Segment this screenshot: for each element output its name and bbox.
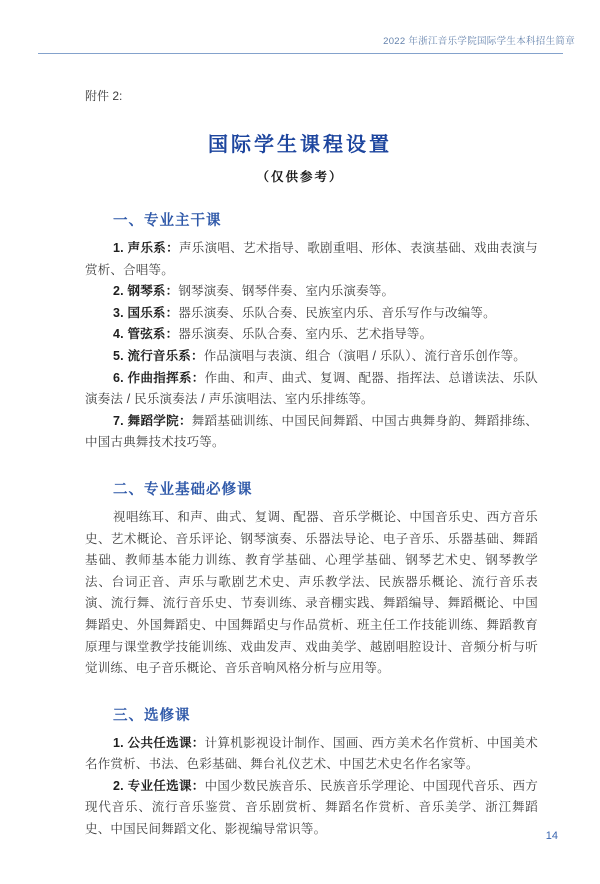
course-item-text: 器乐演奏、乐队合奏、室内乐、艺术指导等。 — [178, 327, 433, 342]
course-item-text: 钢琴演奏、钢琴伴奏、室内乐演奏等。 — [178, 284, 395, 299]
course-item-text: 中国少数民族音乐、民族音乐学理论、中国现代音乐、西方现代音乐、流行音乐鉴赏、音乐剧赏析、舞蹈名作赏析、音乐美学、浙江舞蹈史、中国民间舞蹈文化、影视编导常识等。 — [85, 778, 538, 837]
course-item — [85, 303, 538, 325]
course-item-lead: 1. 声乐系： — [113, 241, 179, 255]
course-item-text: 作品演唱与表演、组合（演唱 / 乐队）、流行音乐创作等。 — [203, 348, 526, 363]
section-heading-required-courses: 二、专业基础必修课 — [113, 481, 253, 498]
page-number: 14 — [545, 830, 558, 842]
course-item-text: 舞蹈基础训练、中国民间舞蹈、中国古典舞身韵、舞蹈排练、中国古典舞技术技巧等。 — [85, 413, 538, 450]
course-item — [85, 776, 538, 841]
section-heading-main-courses: 一、专业主干课 — [113, 213, 222, 229]
section-heading-electives: 三、选修课 — [113, 707, 191, 724]
course-item-lead: 4. 管弦系： — [113, 327, 179, 342]
course-item — [85, 346, 538, 368]
course-item — [85, 411, 538, 454]
section-paragraph: 视唱练耳、和声、曲式、复调、配器、音乐学概论、中国音乐史、西方音乐史、艺术概论、音乐评论、钢琴演奏、乐器法导论、电子音乐、乐器基础、舞蹈基础、教师基本能力训练、教育学基础、心理学基础、钢琴艺术史、钢琴教学法、台词正音、声乐与歌剧艺术史、声乐教学法、民族器乐概论、流行音乐表演、流行舞、流行音乐史、节奏训练、录音棚实践、舞蹈编导、舞蹈概论、中国舞蹈史、外国舞蹈史、中国舞蹈史与作品赏析、班主任工作技能训练、舞蹈教育原理与课堂教学技能训练、戏曲发声、戏曲美学、越剧唱腔设计、音频分析与听觉训练、电子音乐概论、音乐音响风格分析与应用等。 — [85, 509, 538, 676]
course-item-lead: 7. 舞蹈学院： — [113, 413, 192, 428]
course-item-lead: 5. 流行音乐系： — [113, 348, 204, 363]
course-item — [85, 281, 538, 303]
course-item-lead: 2. 专业任选课： — [113, 778, 205, 793]
course-item — [85, 324, 538, 346]
course-item-lead: 2. 钢琴系： — [113, 284, 179, 299]
document-body — [85, 209, 538, 841]
course-item — [85, 368, 538, 411]
attachment-label: 附件 2: — [85, 89, 123, 103]
course-item — [85, 733, 538, 776]
course-item-text: 计算机影视设计制作、国画、西方美术名作赏析、中国美术名作赏析、书法、色彩基础、舞台礼仪艺术、中国艺术史名作名家等。 — [85, 735, 538, 772]
course-item — [85, 238, 538, 281]
course-item-lead: 6. 作曲指挥系： — [113, 370, 205, 385]
header-title: 2022 年浙江音乐学院国际学生本科招生简章 — [383, 36, 575, 47]
course-item-text: 作曲、和声、曲式、复调、配器、指挥法、总谱读法、乐队演奏法 / 民乐演奏法 / 声乐演唱法、室内乐排练等。 — [85, 370, 538, 407]
course-item-lead: 3. 国乐系： — [113, 305, 179, 320]
header-divider — [38, 53, 563, 54]
document-subtitle: （仅供参考） — [256, 170, 344, 184]
course-item-lead: 1. 公共任选课： — [113, 735, 205, 750]
course-item-text: 器乐演奏、乐队合奏、民族室内乐、音乐写作与改编等。 — [178, 305, 496, 320]
course-item-text: 声乐演唱、艺术指导、歌剧重唱、形体、表演基础、戏曲表演与赏析、合唱等。 — [85, 241, 538, 277]
document-title: 国际学生课程设置 — [208, 134, 392, 156]
